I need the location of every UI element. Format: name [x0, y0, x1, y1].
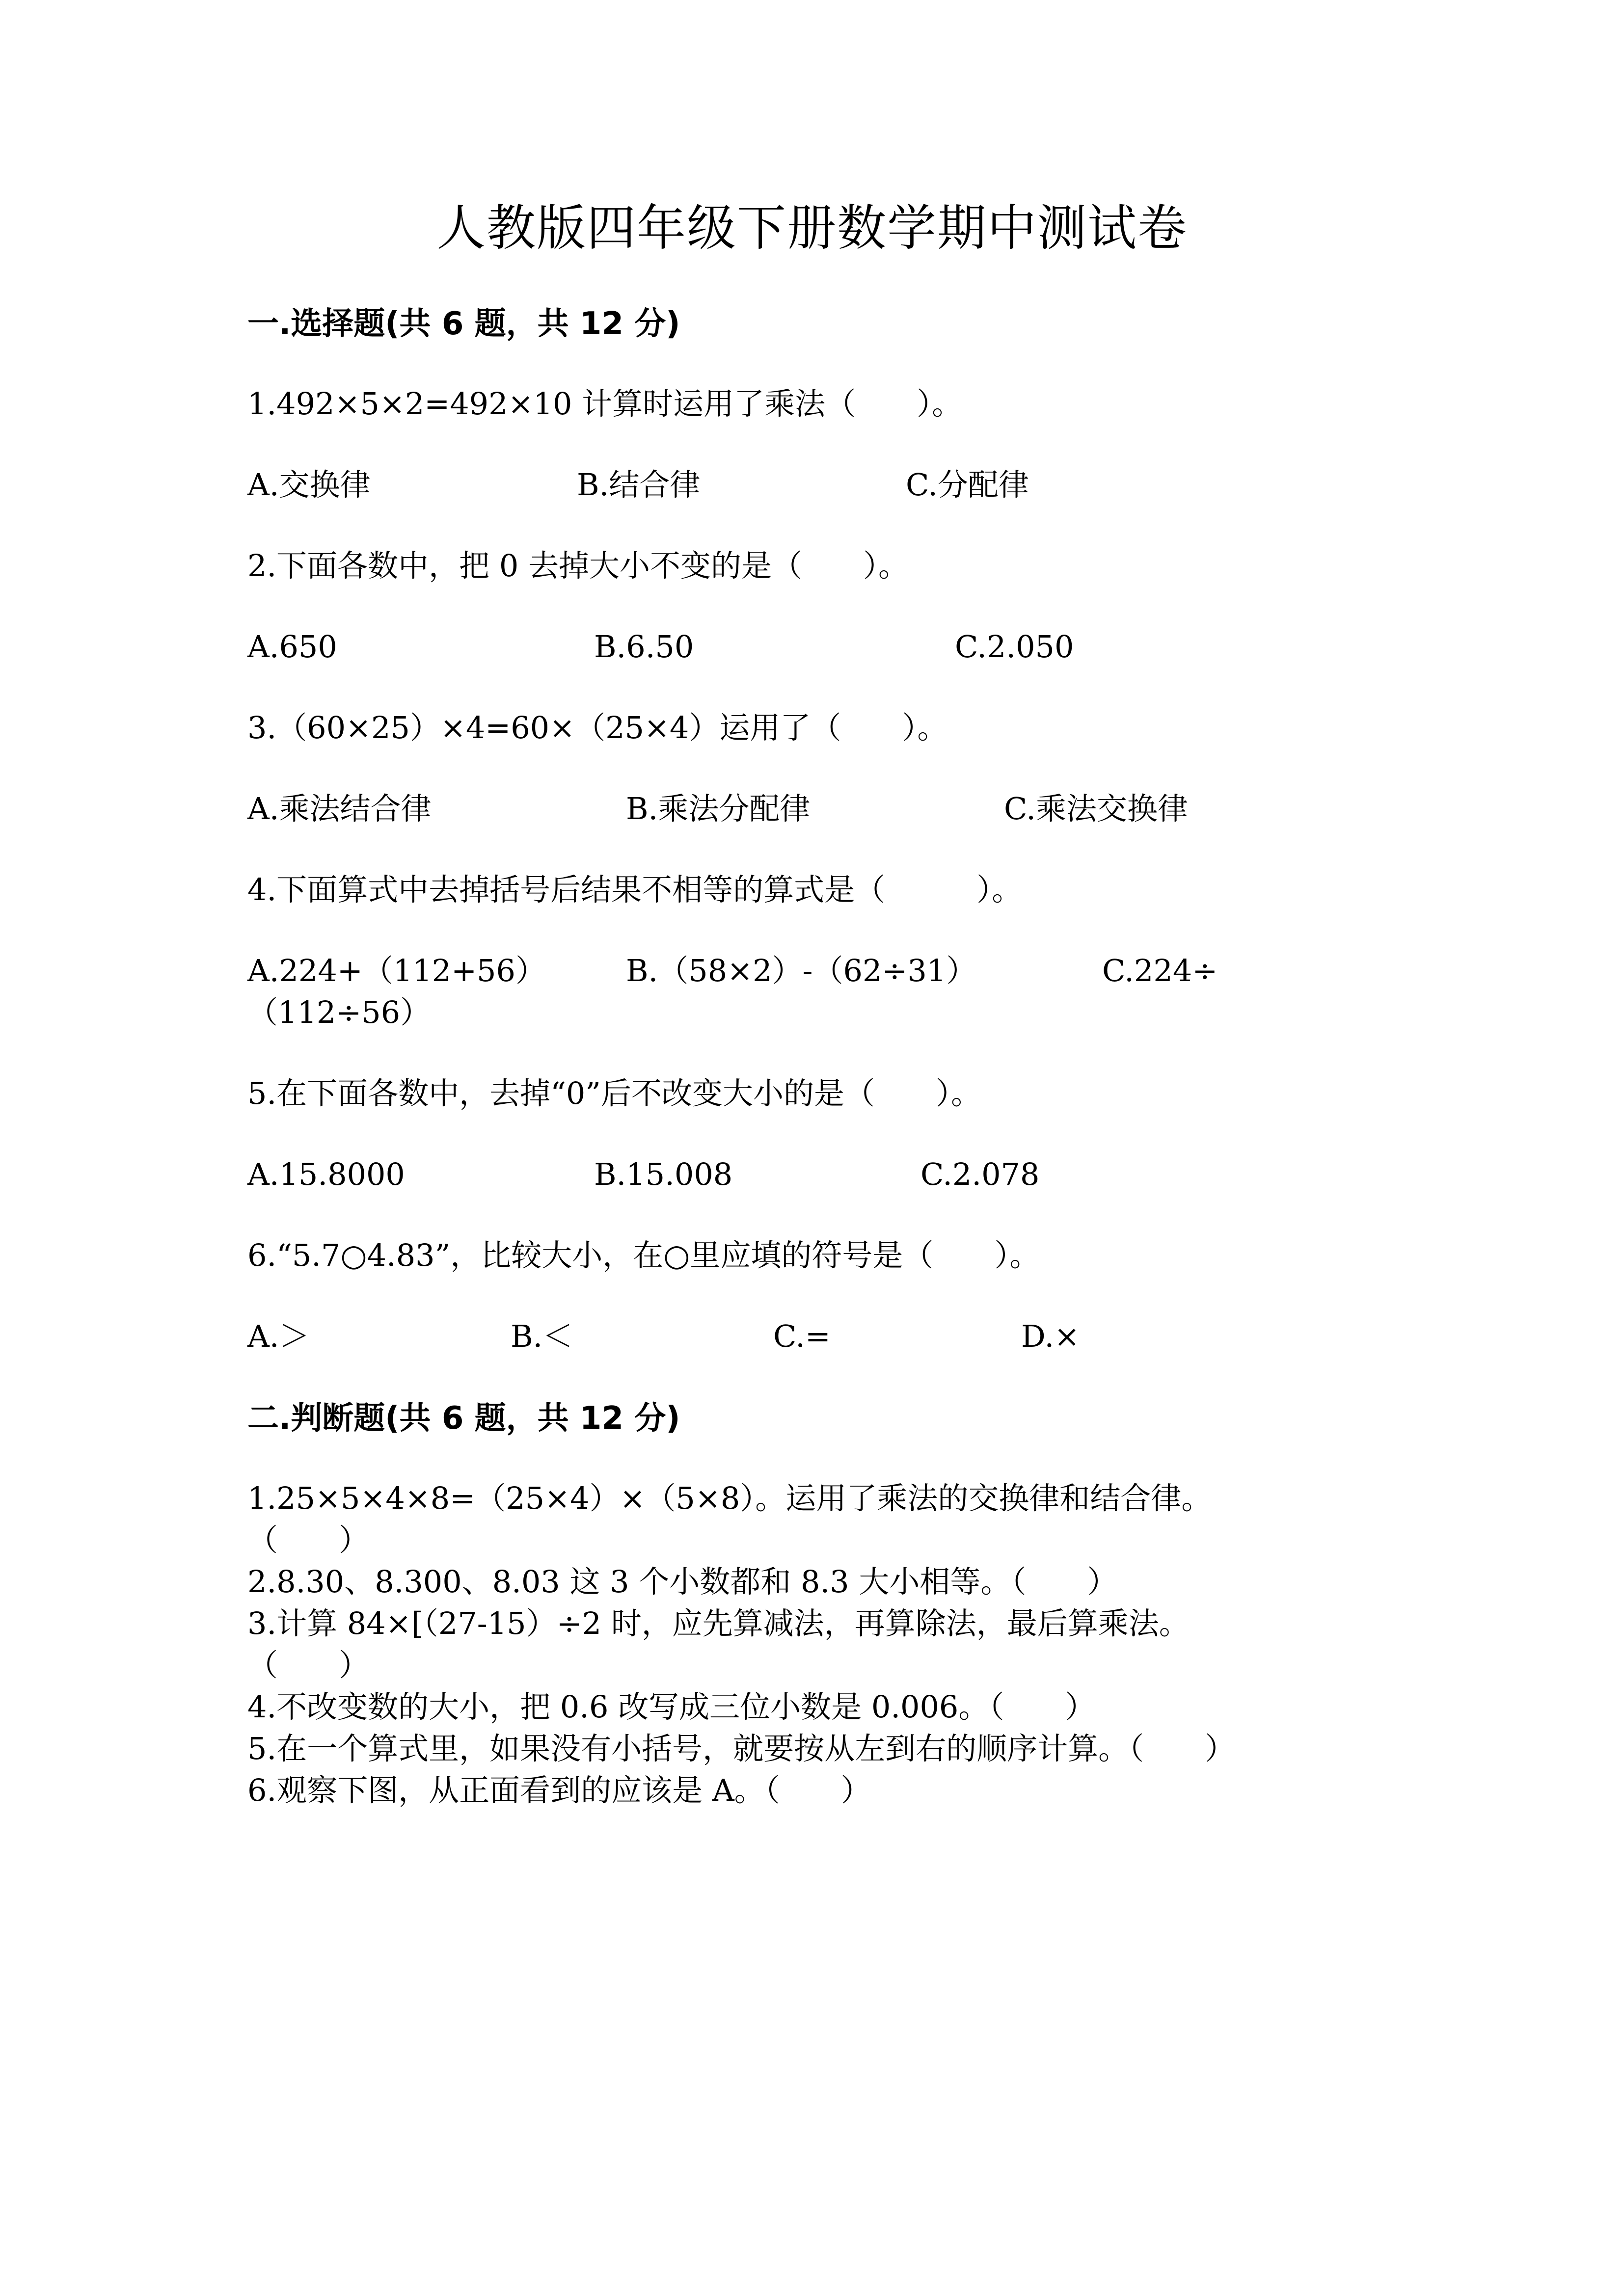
option-a: A.224+（112+56） [247, 953, 546, 988]
option-a: A.650 [247, 629, 337, 665]
judgment-line: （ ） [247, 1647, 370, 1683]
option-b: B.（58×2）-（62÷31） [626, 953, 977, 988]
option-a: A.＞ [247, 1318, 310, 1354]
option-d: D.× [1021, 1318, 1080, 1354]
judgment-line: （ ） [247, 1522, 370, 1558]
question-stem: 3.（60×25）×4=60×（25×4）运用了（ ）。 [247, 710, 948, 746]
page-title: 人教版四年级下册数学期中测试卷 [436, 199, 1188, 257]
section-heading-judgment: 二.判断题(共 6 题，共 12 分) [247, 1400, 680, 1437]
option-b: B.15.008 [594, 1156, 733, 1192]
option-b: B.6.50 [594, 629, 694, 665]
question-stem: 6.“5.7○4.83”，比较大小，在○里应填的符号是（ ）。 [247, 1237, 1040, 1273]
option-a: A.交换律 [247, 467, 371, 503]
judgment-line: 5.在一个算式里，如果没有小括号，就要按从左到右的顺序计算。（ ） [247, 1731, 1236, 1766]
option-b: B.乘法分配律 [626, 791, 811, 827]
judgment-line: 1.25×5×4×8=（25×4）×（5×8）。运用了乘法的交换律和结合律。 [247, 1480, 1212, 1516]
judgment-line: 2.8.30、8.300、8.03 这 3 个小数都和 8.3 大小相等。（ ） [247, 1564, 1118, 1600]
option-c: C.分配律 [906, 467, 1029, 503]
option-c: C.224÷ [1102, 953, 1218, 988]
option-c: C.乘法交换律 [1004, 791, 1188, 827]
option-continuation: （112÷56） [247, 994, 431, 1030]
judgment-line: 3.计算 84×[（27-15）÷2 时，应先算减法，再算除法，最后算乘法。 [247, 1605, 1190, 1641]
option-a: A.15.8000 [247, 1156, 405, 1192]
section-heading-choice: 一.选择题(共 6 题，共 12 分) [247, 306, 680, 342]
judgment-line: 4.不改变数的大小，把 0.6 改写成三位小数是 0.006。（ ） [247, 1689, 1096, 1725]
option-b: B.结合律 [577, 467, 701, 503]
question-stem: 1.492×5×2=492×10 计算时运用了乘法（ ）。 [247, 386, 963, 422]
option-c: C.= [773, 1318, 831, 1354]
judgment-line: 6.观察下图，从正面看到的应该是 A。（ ） [247, 1772, 871, 1808]
question-stem: 2.下面各数中，把 0 去掉大小不变的是（ ）。 [247, 548, 909, 584]
option-c: C.2.078 [920, 1156, 1040, 1192]
option-c: C.2.050 [955, 629, 1074, 665]
option-a: A.乘法结合律 [247, 791, 432, 827]
question-stem: 5.在下面各数中，去掉“0”后不改变大小的是（ ）。 [247, 1075, 981, 1111]
option-b: B.＜ [511, 1318, 573, 1354]
question-stem: 4.下面算式中去掉括号后结果不相等的算式是（ ）。 [247, 872, 1023, 908]
